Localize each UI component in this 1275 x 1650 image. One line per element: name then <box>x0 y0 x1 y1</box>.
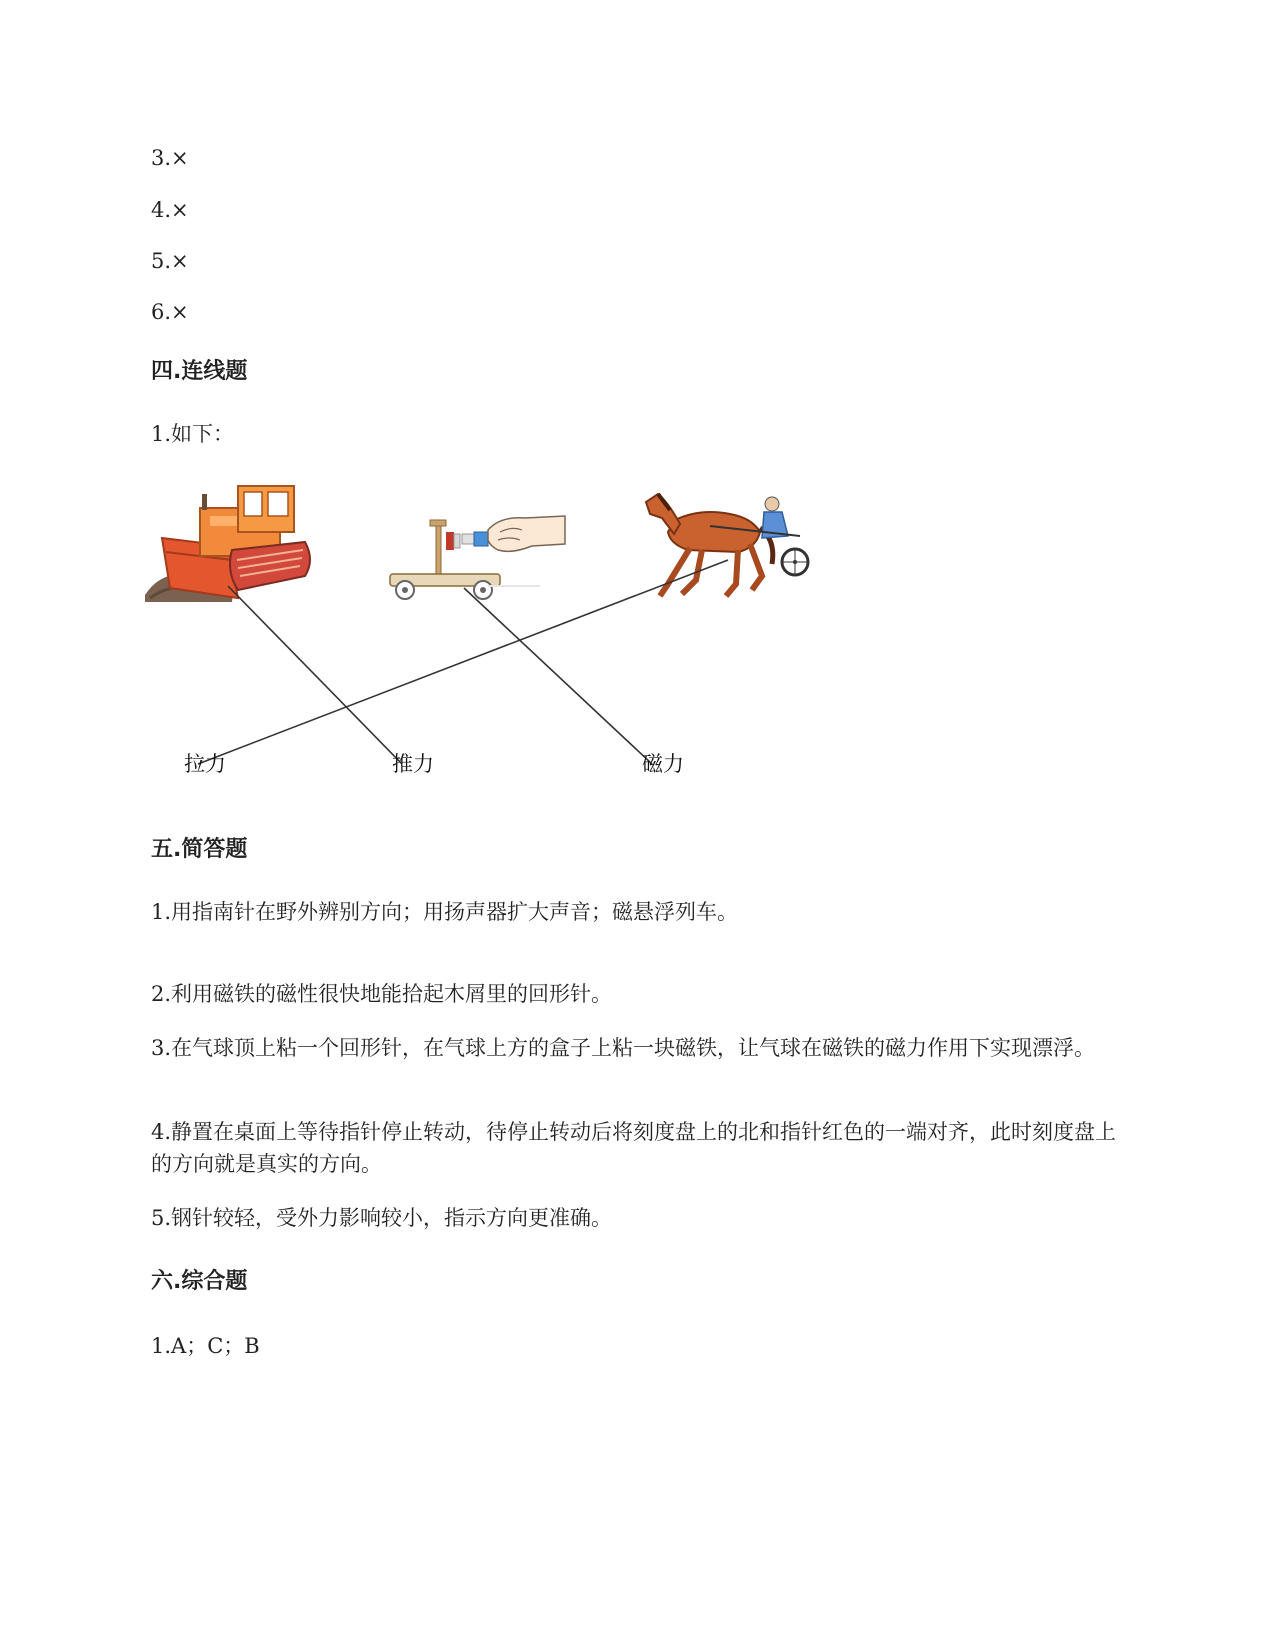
matching-figure-drawing <box>140 480 880 840</box>
match-line-bulldozer-push <box>228 586 402 764</box>
answer-line-4: 4.× <box>151 198 189 222</box>
label-push-force: 推力 <box>392 752 434 776</box>
answer-line-3: 3.× <box>151 146 189 170</box>
section-5-answer-3: 3.在气球顶上粘一个回形针，在气球上方的盒子上粘一块磁铁，让气球在磁铁的磁力作用下实现漂浮。 <box>151 1036 1096 1060</box>
section-4-heading: 四.连线题 <box>151 359 248 384</box>
answer-line-6: 6.× <box>151 300 189 324</box>
match-line-horse-pull <box>198 560 728 764</box>
section-4-item-1: 1.如下： <box>151 422 235 446</box>
section-6-answer-1: 1.A；C；B <box>151 1334 260 1358</box>
section-5-answer-2: 2.利用磁铁的磁性很快地能拾起木屑里的回形针。 <box>151 982 613 1006</box>
match-line-car-magnet <box>464 588 652 764</box>
label-pull-force: 拉力 <box>184 752 226 776</box>
answer-line-5: 5.× <box>151 249 189 273</box>
label-magnetic-force: 磁力 <box>642 752 684 776</box>
section-5-answer-4: 4.静置在桌面上等待指针停止转动，待停止转动后将刻度盘上的北和指针红色的一端对齐，此时刻度盘上的方向就是真实的方向。 <box>151 1120 1117 1176</box>
horse-cart-image <box>646 494 808 596</box>
magnet-car-image <box>390 516 565 599</box>
section-5-answer-1: 1.用指南针在野外辨别方向；用扬声器扩大声音；磁悬浮列车。 <box>151 900 739 924</box>
bulldozer-image <box>145 486 310 602</box>
section-5-heading: 五.简答题 <box>151 837 248 862</box>
section-6-heading: 六.综合题 <box>151 1269 248 1294</box>
matching-figure <box>140 480 880 840</box>
section-5-answer-5: 5.钢针较轻，受外力影响较小，指示方向更准确。 <box>151 1206 613 1230</box>
